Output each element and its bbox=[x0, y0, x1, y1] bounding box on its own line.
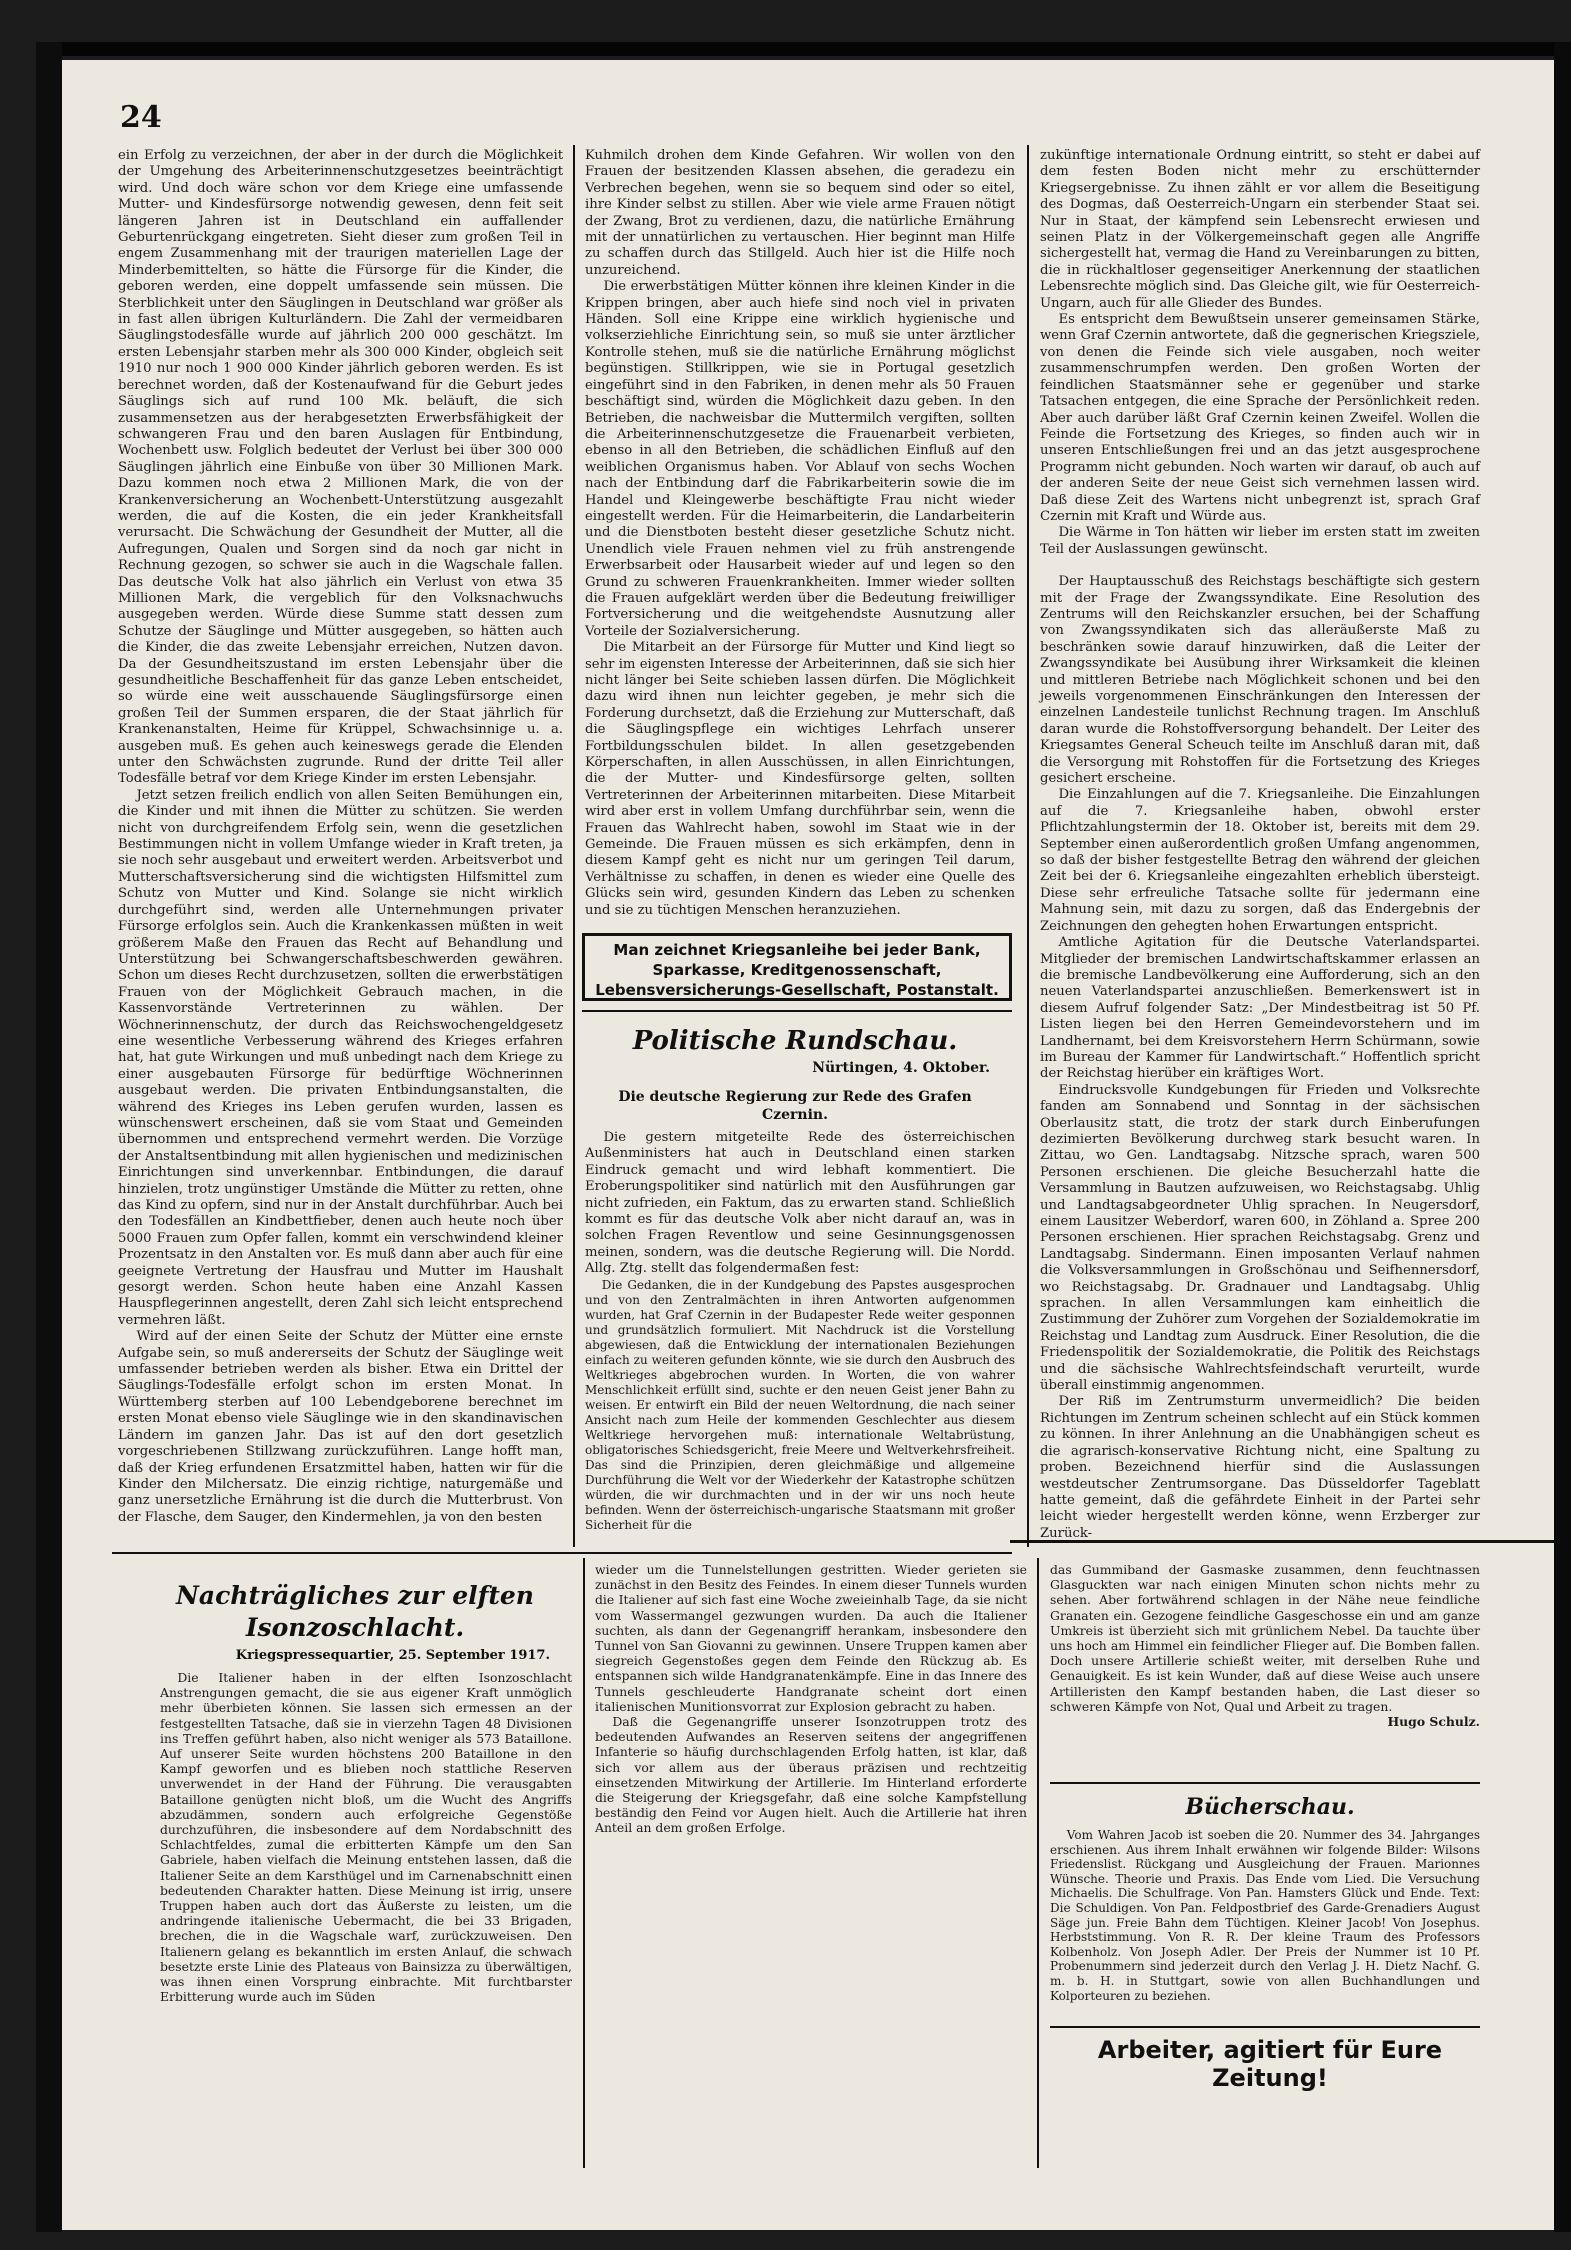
politische-rundschau-title: Politische Rundschau. bbox=[632, 1026, 958, 1056]
nachtraegliches-title: Nachträgliches zur elften Isonzoschlacht. bbox=[176, 1581, 534, 1642]
film-frame-top bbox=[36, 42, 1571, 56]
agitation-rule bbox=[1050, 2026, 1480, 2028]
column-rule-3 bbox=[583, 1558, 585, 2168]
film-frame-left bbox=[36, 42, 62, 2232]
column-2-upper bbox=[585, 148, 1015, 923]
column-rule-1 bbox=[573, 145, 575, 1547]
col2-paragraph: Die erwerbstätigen Mütter können ihre kleinen Kinder in die Krippen bringen, aber auch hiefe sind noch viel in privaten Händen. Soll eine Krippe eine wirklich hygienische und volkserziehliche Einrichtung sein, so muß sie unter ärztlicher Kontrolle stehen, muß sie die natürliche Ernährung möglichst begünstigen. Stillkrippen, wie sie in Portugal gesetzlich eingeführt sind in den Fabriken, in denen mehr als 50 Frauen beschäftigt sind, würden die Möglichkeit dazu geben. In den Betrieben, die nachweisbar die Muttermilch vergiften, sollten die Arbeiterinnenschutzgesetze die Frauenarbeit verbieten, ebenso in all den Betrieben, die schädlichen Einfluß auf den weiblichen Organismus haben. Vor Ablauf von sechs Wochen nach der Entbindung darf die Fabrikarbeiterin sowie die im Handel und Kleingewerbe beschäftigte Frau nicht wieder eingestellt werden. Für die Heimarbeiterin, die Landarbeiterin und die Dienstboten besteht dieser gesetzliche Schutz nicht. Unendlich viele Frauen nehmen viel zu früh anstrengende Erwerbsarbeit oder Hausarbeit wieder auf und legen so den Grund zu schweren Frauenkrankheiten. Immer wieder sollten die Frauen aufgeklärt werden über die Bedeutung freiwilliger Fortversicherung und die weitgehendste Ausnutzung aller Vorteile der Sozialversicherung. bbox=[585, 279, 1015, 639]
col2-politische-paragraph: Die Gedanken, die in der Kundgebung des Papstes ausgesprochen und von den Zentralmächten in ihren Antworten aufgenommen wurden, hat Graf Czernin in der Budapester Rede weiter gesponnen und grundsätzlich formuliert. Mit Nachdruck ist die Vorstellung abgewiesen, daß die Entwicklung der internationalen Beziehungen einfach zu weiteren gefunden könnte, wie sie durch den Ausbruch des Weltkrieges abgebrochen wurden. In Worten, die von wahrer Menschlichkeit erfüllt sind, suchte er den neuen Geist jener Bahn zu weisen. Er entwirft ein Bild der neuen Weltordnung, die nach seiner Ansicht nach zum Heile der kommenden Geschlechter aus diesem Weltkriege hervorgehen muß: internationale Weltabrüstung, obligatorisches Schiedsgericht, freie Meere und Weltverkehrsfreiheit. Das sind die Prinzipien, deren gleichmäßige und allgemeine Durchführung die Welt vor der Wiederkehr der Katastrophe schützen würden, die wir durchmachten und in der wir uns noch heute befinden. Wenn der österreichisch-ungarische Staatsmann mit großer Sicherheit für die bbox=[585, 1277, 1015, 1532]
bottom3-paragraph: das Gummiband der Gasmaske zusammen, denn feuchtnassen Glasguckten war nach einigen Minuten schon nichts mehr zu sehen. Aber fortwährend schlagen in der Nähe neue feindliche Granaten ein. Gezogene feindliche Gasgeschosse ein und am ganze Umkreis ist überzieht sich mit grünlichem Nebel. Da tauchte über uns hoch am Himmel ein feindlicher Flieger auf. Die Bomben fallen. Doch unsere Artillerie schießt weiter, mit derselben Ruhe und Genauigkeit. Es ist kein Wunder, daß auf diese Weise auch unsere Artilleristen den Kampf bestanden haben, die Last dieser so schweren Kämpfe von Not, Qual und Arbeit zu tragen. bbox=[1050, 1562, 1480, 1714]
politische-dateline: Nürtingen, 4. Oktober. bbox=[812, 1060, 990, 1076]
col3-paragraph: zukünftige internationale Ordnung eintritt, so steht er dabei auf dem festen Boden nicht mehr zu erschütternder Kriegsergebnisse. Zu ihnen zählt er vor allem die Beseitigung des Dogmas, daß Oesterreich-Ungarn ein sterbender Staat sei. Nur in Staat, der kämpfend sein Lebensrecht erwiesen und seinen Platz in der Völkergemeinschaft gegen alle Angriffe sichergestellt hat, vermag die Hand zu Vereinbarungen zu bitten, die in rückhaltloser gegenseitiger Anerkennung der staatlichen Lebensrechte möglich sind. Das Gleiche gilt, wie für Oesterreich-Ungarn, auch für alle Glieder des Bundes. bbox=[1040, 148, 1480, 311]
col1-paragraph: Jetzt setzen freilich endlich von allen Seiten Bemühungen ein, die Kinder und mit ihnen die Mütter zu schützen. Sie werden nicht von durchgreifendem Erfolg sein, wenn die gesetzlichen Bestimmungen nicht in vollem Umfange wieder in Kraft treten, ja sie noch sehr ausgebaut und erweitert werden. Arbeitsverbot und Mutterschaftsversicherung sind die wichtigsten Hilfsmittel zum Schutz von Mutter und Kind. Solange sie nicht wirklich durchgeführt sind, werden alle Unternehmungen privater Fürsorge erfolglos sein. Auch die Krankenkassen müßten in weit größerem Maße den Frauen das Recht auf Behandlung und Unterstützung bei Schwangerschaftsbeschwerden gewähren. Schon um dieses Recht durchzusetzen, sollten die erwerbstätigen Frauen von der Möglichkeit Gebrauch machen, in die Kassenvorstände Vertreterinnen zu wählen. Der Wöchnerinnenschutz, der durch das Reichswochengeldgesetz eine wesentliche Verbesserung während des Krieges erfahren hat, hat gute Wirkungen und muß unbedingt nach dem Kriege zu einer ausgebauten Fürsorge für bedürftige Wöchnerinnen ausgebaut werden. Die privaten Entbindungsanstalten, die während des Krieges ins Leben gerufen wurden, lassen es wünschenswert erscheinen, daß sie vom Staat und Gemeinden übernommen und entsprechend vermehrt werden. Die Vorzüge der Anstaltsentbindung mit allen hygienischen und medizinischen Einrichtungen sind unverkennbar. Entbindungen, die darauf hinzielen, trotz ungünstiger Umstände die Mütter zu retten, ohne das Kind zu opfern, sind nur in der Anstalt durchführbar. Auch bei den Todesfällen an Kindbettfieber, denen auch heute noch über 5000 Frauen zum Opfer fallen, kommt ein verschwindend kleiner Prozentsatz in den Anstalten vor. Es muß dann aber auch für eine geeignete Vertretung der Hausfrau und Mutter im Haushalt gesorgt werden. Schon heute haben eine Anzahl Kassen Hauspflegerinnen angestellt, deren Zahl sich leicht entsprechend vermehren läßt. bbox=[118, 787, 563, 1328]
section-divider-left bbox=[112, 1552, 1012, 1554]
politische-rule bbox=[582, 1010, 1012, 1012]
col3-paragraph: Die Wärme in Ton hätten wir lieber im ersten statt im zweiten Teil der Auslassungen gewünscht. bbox=[1040, 525, 1480, 557]
col3-paragraph: Der Hauptausschuß des Reichstags beschäftigte sich gestern mit der Frage der Zwangssyndikate. Eine Resolution des Zentrums will den Reichskanzler ersuchen, bei der Schaffung von Zwangssyndikaten sich das alleräußerste Maß zu beschränken sowie darauf hinzuwirken, daß die Leiter der Zwangssyndikate bei Ausübung ihrer Wirksamkeit die kleinen und mittleren Betriebe nach Möglichkeit schonen und bei den jeweils vorgenommenen Einschränkungen den Interessen der einzelnen Landesteile tunlichst Rechnung tragen. Im Anschluß daran wurde die Rohstoffversorgung behandelt. Der Leiter des Kriegsamtes General Scheuch teilte im Anschluß daran mit, daß die Versorgung mit Rohstoffen für die Fortsetzung des Krieges gesichert erscheine. bbox=[1040, 574, 1480, 787]
col2-paragraph: Die Mitarbeit an der Fürsorge für Mutter und Kind liegt so sehr im eigensten Interesse der Arbeiterinnen, daß sie sich hier nicht länger bei Seite schieben lassen dürfen. Die Möglichkeit dazu wird ihnen nun leichter gegeben, je mehr sich die Forderung durchsetzt, daß die Erziehung zur Mutterschaft, daß die Säuglingspflege ein wichtiges Lehrfach unserer Fortbildungsschulen bildet. In allen gesetzgebenden Körperschaften, in allen Ausschüssen, in allen Einrichtungen, die der Mutter- und Kindesfürsorge gelten, sollten Vertreterinnen der Arbeiterinnen mitarbeiten. Diese Mitarbeit wird aber erst in vollem Umfang durchführbar sein, wenn die Frauen das Wahlrecht haben, sowohl im Staat wie in der Gemeinde. Die Frauen müssen es sich erkämpfen, denn in diesem Kampf geht es nicht nur um geringen Teil darum, Verhältnisse zu schaffen, in denen es wieder eine Quelle des Glücks sein wird, gesunden Kindern das Leben zu schenken und sie zu tüchtigen Menschen heranzuziehen. bbox=[585, 640, 1015, 918]
column-3 bbox=[1040, 148, 1480, 1541]
col1-paragraph: ein Erfolg zu verzeichnen, der aber in der durch die Möglichkeit der Umgehung des Arbeiterinnenschutzgesetzes beeinträchtigt wird. Und doch wäre schon vor dem Kriege eine umfassende Mutter- und Kindesfürsorge notwendig gewesen, denn feit seit längeren Jahren ist in Deutschland ein auffallender Geburtenrückgang eingetreten. Sieht dieser zum großen Teil in engem Zusammenhang mit der traurigen materiellen Lage der Minderbemittelten, so hätte die Fürsorge für die Kinder, die geboren werden, eine doppelt umfassende sein müssen. Die Sterblichkeit unter den Säuglingen in Deutschland war größer als in fast allen übrigen Kulturländern. Die Zahl der vermeidbaren Säuglingstodesfälle wurde auf jährlich 200 000 geschätzt. Im ersten Lebensjahr starben mehr als 300 000 Kinder, obgleich seit 1910 nur noch 1 900 000 Kinder jährlich geboren werden. Es ist berechnet worden, daß der Kostenaufwand für die Geburt jedes Säuglings sich auf rund 100 Mk. beläuft, die sich zusammensetzen aus der herabgesetzten Erwerbsfähigkeit der schwangeren Frau und den baren Auslagen für Entbindung, Wochenbett usw. Folglich bedeutet der Verlust bei über 300 000 Säuglingen jährlich eine Einbuße von über 30 Millionen Mark. Dazu kommen noch etwa 2 Millionen Mark, die von der Krankenversicherung an Wochenbett-Unterstützung ausgezahlt werden, die auf die Kosten, die ein jeder Krankheitsfall verursacht. Die Schwächung der Gesundheit der Mutter, all die Aufregungen, Qualen und Sorgen sind da noch gar nicht in Rechnung gezogen, so schwer sie auch in die Wagschale fallen. Das deutsche Volk hat also jährlich ein Verlust von etwa 35 Millionen Mark, die vergeblich für den Volksnachwuchs ausgegeben werden. Würde diese Summe statt dessen zum Schutze der Säuglinge und Mütter ausgegeben, so hätten auch die Kinder, die das zweite Lebensjahr erreichen, Nutzen davon. Da der Gesundheitszustand im ersten Lebensjahr über die gesundheitliche Beschaffenheit für das ganze Leben entscheidet, so würde eine weit ausschauende Säuglingsfürsorge einen großen Teil der Summen ersparen, die der Staat jährlich für Krankenanstalten, Heime für Krüppel, Schwachsinnige u. a. ausgeben muß. Es gehen auch keineswegs gerade die Elenden unter den Schwächsten zugrunde. Rund der dritte Teil aller Todesfälle betraf vor dem Kriege Kinder im ersten Lebensjahr. bbox=[118, 148, 563, 787]
col3-paragraph: Eindrucksvolle Kundgebungen für Frieden und Volksrechte fanden am Sonnabend und Sonntag in der sächsischen Oberlausitz statt, die trotz der stark durch Einberufungen dezimierten Bevölkerung durchweg stark besucht waren. In Zittau, wo Gen. Landtagsabg. Nitzsche sprach, waren 500 Personen erschienen. Die gleiche Besucherzahl hatte die Versammlung in Bautzen aufzuweisen, wo Reichstagsabg. Uhlig und Landtagsabgeordneter Uhlig sprachen. In Neugersdorf, einem Lausitzer Weberdorf, waren 600, in Zöhland a. Spree 200 Personen erschienen. Hier sprachen Reichstagsabg. Grenz und Landtagsabg. Sindermann. Einen imposanten Verlauf nahmen die Volksversammlungen in Großschönau und Seifhennersdorf, wo Reichstagsabg. Dr. Gradnauer und Landtagsabg. Uhlig sprachen. In allen Versammlungen kam einheitlich die Zustimmung der Zuhörer zum Vorgehen der Sozialdemokratie im Reichstag und Landtag zum Ausdruck. Einer Resolution, die die Friedenspolitik der Sozialdemokratie, die Politik des Reichstags und die sächsische Wahlrechtsfeindschaft verurteilt, wurde überall einstimmig angenommen. bbox=[1040, 1082, 1480, 1394]
bottom1-paragraph: Die Italiener haben in der elften Isonzoschlacht Anstrengungen gemacht, die sie aus eigener Kraft unmöglich mehr überbieten können. Sie lassen sich ermessen an der festgestellten Tatsache, daß sie in vierzehn Tagen 48 Divisionen ins Treffen geführt haben, also nicht weniger als 573 Bataillone. Auf unserer Seite wurden höchstens 200 Bataillone in den Kampf geworfen und es blieben noch stattliche Reserven unverwendet in der Hand der Führung. Die verausgabten Bataillone genügten nicht bloß, um die Wucht des Angriffs abzudämmen, sondern auch erfolgreiche Gegenstöße durchzuführen, die insbesondere auf dem Nordabschnitt des Schlachtfeldes, zumal die erbitterten Kämpfe um den San Gabriele, haben vielfach die Meinung entstehen lassen, daß die Italiener Seite an dem Karsthügel und im Carnenabschnitt einen bedeutenden Charakter hatten. Diese Meinung ist irrig, unsere Truppen haben auch dort das Äußerste zu leisten, um die andringende italienische Uebermacht, die bei 33 Brigaden, brechen, die in die Wagschale warf, zurückzuweisen. Den Italienern gelang es bekanntlich im ersten Anlauf, die schwach besetzte erste Linie des Plateaus von Bainsizza zu überwältigen, was ihnen einen Vorsprung einbrachte. Mit furchtbarster Erbitterung wurde auch im Süden bbox=[160, 1670, 572, 2005]
buecherschau-rule bbox=[1050, 1782, 1480, 1784]
article-signature: Hugo Schulz. bbox=[1387, 1714, 1480, 1730]
column-1 bbox=[118, 148, 563, 1543]
bottom-column-3 bbox=[1050, 1562, 1480, 1777]
col3-paragraph: Es entspricht dem Bewußtsein unserer gemeinsamen Stärke, wenn Graf Czernin antwortete, daß die gegnerischen Kriegsziele, von denen die Feinde sich viele ausgaben, noch weiter zusammenschrumpfen werden. Den großen Worten der feindlichen Staatsmänner sehe er gegenüber und starke Tatsachen entgegen, die eine Sprache der Persönlichkeit reden. Aber auch darüber läßt Graf Czernin keinen Zweifel. Wollen die Feinde die Fortsetzung des Krieges, so finden auch wir in unseren Entschließungen frei und an das jetzt ausgesprochene Programm nicht gebunden. Noch warten wir darauf, ob auch auf der anderen Seite der neue Geist sich vernehmen lassen wird. Daß diese Zeit des Wartens nicht unbegrenzt ist, sprach Graf Czernin mit Kraft und Würde aus. bbox=[1040, 312, 1480, 524]
col2-politische-paragraph: Die gestern mitgeteilte Rede des österreichischen Außenministers hat auch in Deutschland einen starken Eindruck gemacht und wird lebhaft kommentiert. Die Eroberungspolitiker sind natürlich mit den Ausführungen gar nicht zufrieden, ein Faktum, das zu erwarten stand. Schließlich kommt es für das deutsche Volk aber nicht darauf an, was in solchen Fragen Reventlow und seine Gesinnungsgenossen meinen, sondern, was die deutsche Regierung will. Die Nordd. Allg. Ztg. stellt das folgendermaßen fest: bbox=[585, 1130, 1015, 1277]
page-number: 24 bbox=[120, 100, 162, 135]
col1-paragraph: Wird auf der einen Seite der Schutz der Mütter eine ernste Aufgabe sein, so muß andererseits der Schutz der Säuglinge weit umfassender betrieben werden als bisher. Etwa ein Drittel der Säuglings-Todesfälle erfolgt schon im ersten Monat. In Württemberg sterben auf 100 Lebendgeborene berechnet im ersten Monat ebenso viele Säuglinge wie in den skandinavischen Ländern im ganzen Jahr. Das ist auf den dort gesetzlich vorgeschriebenen Stillzwang zurückzuführen. Lange hofft man, daß der Krieg erfundenen Ersatzmittel haben, hatten wir für die Kinder den Milchersatz. Die einzig richtige, naturgemäße und ganz unersetzliche Ernährung ist die durch die Mutterbrust. Von der Flasche, dem Sauger, den Kindermehlen, ja von den besten bbox=[118, 1329, 563, 1525]
col3-paragraph: Die Einzahlungen auf die 7. Kriegsanleihe. Die Einzahlungen auf die 7. Kriegsanleihe haben, obwohl erster Pflichtzahlungstermin der 18. Oktober ist, bereits mit dem 29. September einen außerordentlich großen Umfang angenommen, so daß der bisher festgestellte Betrag den während der gleichen Zeit bei der 6. Kriegsanleihe eingezahlten erheblich übersteigt. Diese sehr erfreuliche Tatsache sollte für jedermann eine Mahnung sein, mit dazu zu sorgen, daß das Endergebnis der Zeichnungen den gehegten hohen Erwartungen entspricht. bbox=[1040, 787, 1480, 934]
kriegsanleihe-notice: Man zeichnet Kriegsanleihe bei jeder Bank, Sparkasse, Kreditgenossenschaft, Lebensversicherungs-Gesellschaft, Postanstalt. bbox=[582, 933, 1012, 1001]
nachtraegliches-dateline: Kriegspressequartier, 25. September 1917. bbox=[235, 1648, 550, 1663]
col3-paragraph: Der Riß im Zentrumsturm unvermeidlich? Die beiden Richtungen im Zentrum scheinen schlecht auf ein Stück kommen zu können. In ihrer Anlehnung an die Unabhängigen scheut es die agrarisch-konservative Richtung nicht, eine Spaltung zu proben. Bezeichnend hierfür sind die Auslassungen westdeutscher Zentrumsorgane. Das Düsseldorfer Tageblatt hatte gemeint, daß die gefährdete Einheit in der Partei sehr leicht wieder hergestellt werden könne, wenn Erzberger zur Zurück- bbox=[1040, 1394, 1480, 1541]
buecherschau-paragraph: Vom Wahren Jacob ist soeben die 20. Nummer des 34. Jahrganges erschienen. Aus ihrem Inhalt erwähnen wir folgende Bilder: Wilsons Friedenslist. Rückgang und Ausgleichung der Frauen. Marionnes Wünsche. Theorie und Praxis. Das Ende vom Lied. Die Versuchung Michaelis. Die Schulfrage. Von Pan. Hamsters Glück und Ende. Text: Die Schuldigen. Von Pan. Feldpostbrief des Garde-Grenadiers August Säge jun. Freie Bahn dem Tüchtigen. Kleiner Jacob! Von Josephus. Herbststimmung. Von R. R. Der kleine Traum des Professors Kolbenholz. Von Joseph Adler. Der Preis der Nummer ist 10 Pf. Probenummern sind jederzeit durch den Verlag J. H. Dietz Nachf. G. m. b. H. in Stuttgart, sowie von allen Buchhandlungen und Kolporteuren zu beziehen. bbox=[1050, 1828, 1480, 2003]
bottom2-paragraph: wieder um die Tunnelstellungen gestritten. Wieder gerieten sie zunächst in den Besitz des Feindes. In einem dieser Tunnels wurden die Italiener auf sich fast eine Woche zweieinhalb Tage, da sie nicht vom Wassermangel gezwungen wurden. Da auch die Italiener suchten, als dann der Gegenangriff herankam, insbesondere den Tunnel von San Giovanni zu gewinnen. Unsere Truppen kamen aber siegreich Gegenstoßes gegen dem Feinde den Rückzug ab. Es entspannen sich wilde Handgranatenkämpfe. Eine in das Innere des Tunnels geschleuderte Handgranate scheint dort einen italienischen Munitionsvorrat zur Explosion gebracht zu haben. bbox=[595, 1562, 1027, 1714]
film-frame-right bbox=[1554, 42, 1571, 2232]
col2-paragraph: Kuhmilch drohen dem Kinde Gefahren. Wir wollen von den Frauen der besitzenden Klassen absehen, die geradezu ein Verbrechen begehen, wenn sie so bequem sind oder so eitel, ihre Kinder selbst zu stillen. Aber wie viele arme Frauen nötigt der Zwang, Brot zu verdienen, dazu, die natürliche Ernährung mit der unnatürlichen zu vertauschen. Hier beginnt man Hilfe zu schaffen durch das Stillgeld. Auch hier ist die Hilfe noch unzureichend. bbox=[585, 148, 1015, 278]
politische-subtitle: Die deutsche Regierung zur Rede des Grafen Czernin. bbox=[618, 1089, 972, 1123]
col3-paragraph: Amtliche Agitation für die Deutsche Vaterlandspartei. Mitglieder der bremischen Landwirtschaftskammer erlassen an die bremische Landbevölkerung eine Aufforderung, sich an den neuen Vaterlandspartei anzuschließen. Bemerkenswert ist in diesem Aufruf folgender Satz: „Der Mindestbeitrag ist 50 Pf. Listen liegen bei den Herren Gemeindevorstehern und im Landhernamt, bei dem Kreisvorstehern Herrn Schürmann, sowie im Bureau der Kammer für Landwirtschaft.“ Hoffentlich spricht der Reichstag hierüber ein kräftiges Wort. bbox=[1040, 935, 1480, 1082]
bottom-column-2 bbox=[595, 1562, 1027, 2165]
bottom-column-1 bbox=[160, 1670, 572, 2165]
bottom2-paragraph: Daß die Gegenangriffe unserer Isonzotruppen trotz des bedeutenden Aufwandes an Reserven seitens der angegriffenen Infanterie so häufig durchschlagenden Erfolg hatten, ist klar, daß sich vor allem aus der überaus präzisen und rechtzeitig einsetzenden Mitwirkung der Artillerie. Im Hinterland erforderte die Steigerung der Kriegsgefahr, daß eine solche Kampfstellung beständig den Feind vor Augen hielt. Auch die Artillerie hat ihren Anteil an dem großen Erfolge. bbox=[595, 1714, 1027, 1836]
buecherschau-body bbox=[1050, 1828, 1480, 2023]
agitation-slogan: Arbeiter, agitiert für Eure Zeitung! bbox=[1097, 2036, 1443, 2092]
column-rule-2 bbox=[1027, 145, 1029, 1547]
column-rule-4 bbox=[1037, 1558, 1039, 2168]
column-2-lower bbox=[585, 1130, 1015, 1540]
buecherschau-title: Bücherschau. bbox=[1185, 1794, 1355, 1820]
